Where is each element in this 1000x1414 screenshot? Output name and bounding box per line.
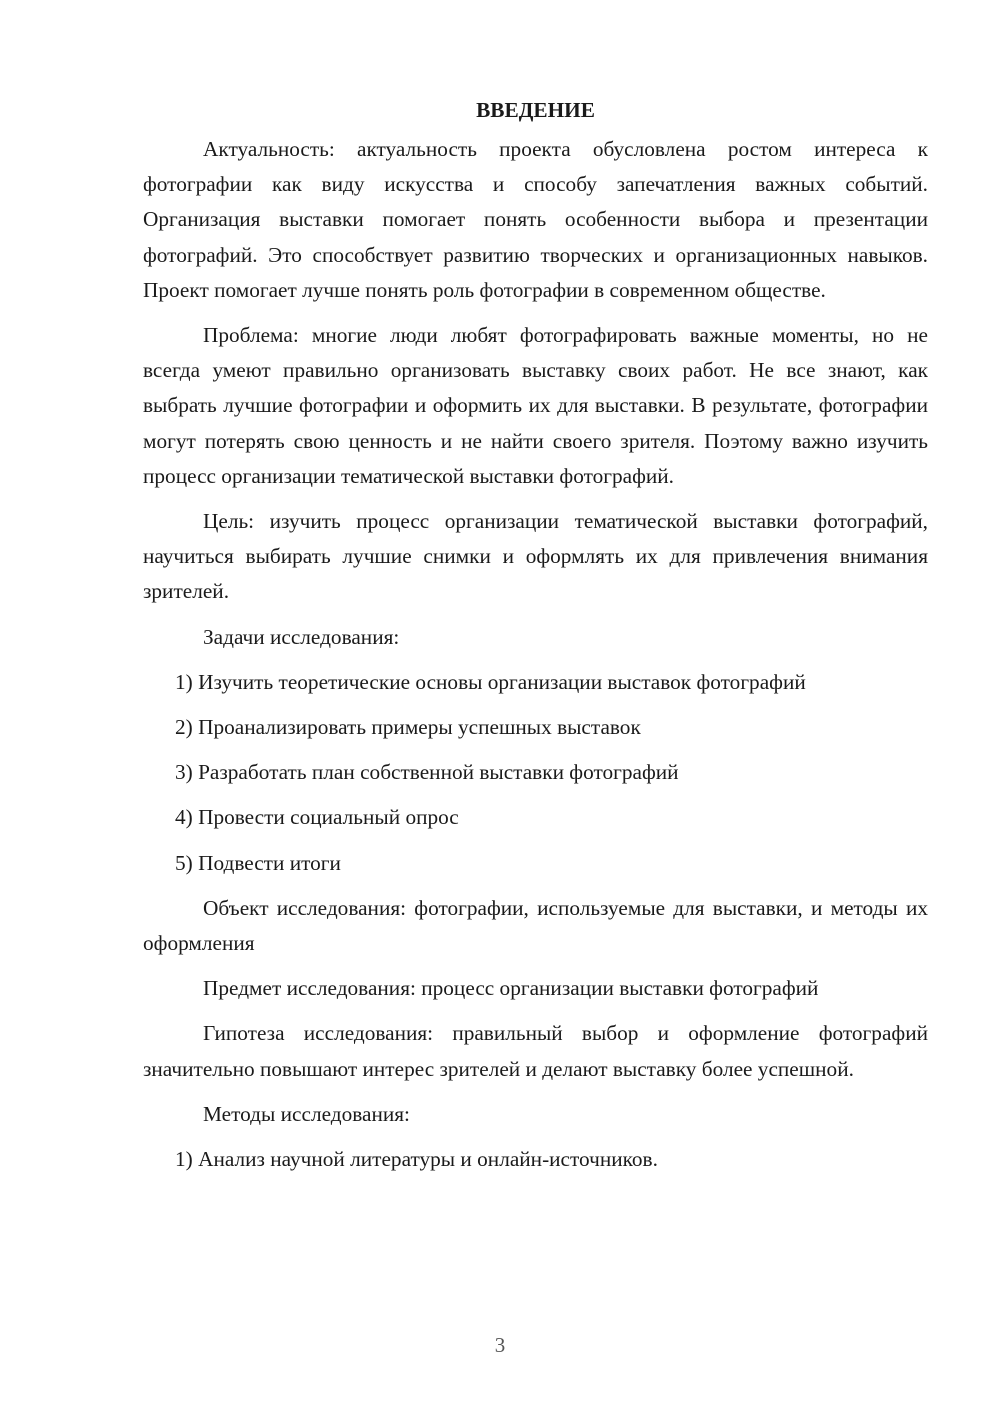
goal-paragraph: Цель: изучить процесс организации тематической выставки фотографий, научиться выбирать лучшие снимки и оформлять их для привлечения внимания зрителей. xyxy=(143,509,928,604)
task-item: 1) Изучить теоретические основы организации выставок фотографий xyxy=(175,669,806,694)
task-item: 4) Провести социальный опрос xyxy=(175,805,459,830)
method-item: 1) Анализ научной литературы и онлайн-источников. xyxy=(175,1147,658,1172)
section-heading: ВВЕДЕНИЕ xyxy=(476,98,595,122)
relevance-paragraph: Актуальность: актуальность проекта обусловлена ростом интереса к фотографии как виду искусства и способу запечатления важных событий. Организация выставки помогает понять особенности выбора и презентации фотографий. Это способствует развитию творческих и организационных навыков. Проект помогает лучше понять роль фотографии в современном обществе. xyxy=(143,137,928,302)
methods-list xyxy=(143,1142,928,1177)
tasks-title: Задачи исследования: xyxy=(203,624,400,649)
object-paragraph: Объект исследования: фотографии, используемые для выставки, и методы их оформления xyxy=(143,895,928,956)
hypothesis-paragraph: Гипотеза исследования: правильный выбор и оформление фотографий значительно повышают интерес зрителей и делают выставку более успешной. xyxy=(143,1021,928,1081)
task-item: 5) Подвести итоги xyxy=(175,850,341,875)
page-number: 3 xyxy=(494,1333,506,1357)
methods-title: Методы исследования: xyxy=(203,1101,410,1126)
problem-paragraph: Проблема: многие люди любят фотографировать важные моменты, но не всегда умеют правильно организовать выставку своих работ. Не все знают, как выбрать лучшие фотографии и оформить их для выставки. В результате, фотографии могут потерять свою ценность и не найти своего зрителя. Поэтому важно изучить процесс организации тематической выставки фотографий. xyxy=(143,323,928,488)
subject-paragraph: Предмет исследования: процесс организации выставки фотографий xyxy=(203,976,819,1001)
task-item: 3) Разработать план собственной выставки фотографий xyxy=(175,760,679,785)
task-item: 2) Проанализировать примеры успешных выставок xyxy=(175,715,641,740)
document-page xyxy=(143,92,928,1187)
tasks-list xyxy=(143,665,928,881)
